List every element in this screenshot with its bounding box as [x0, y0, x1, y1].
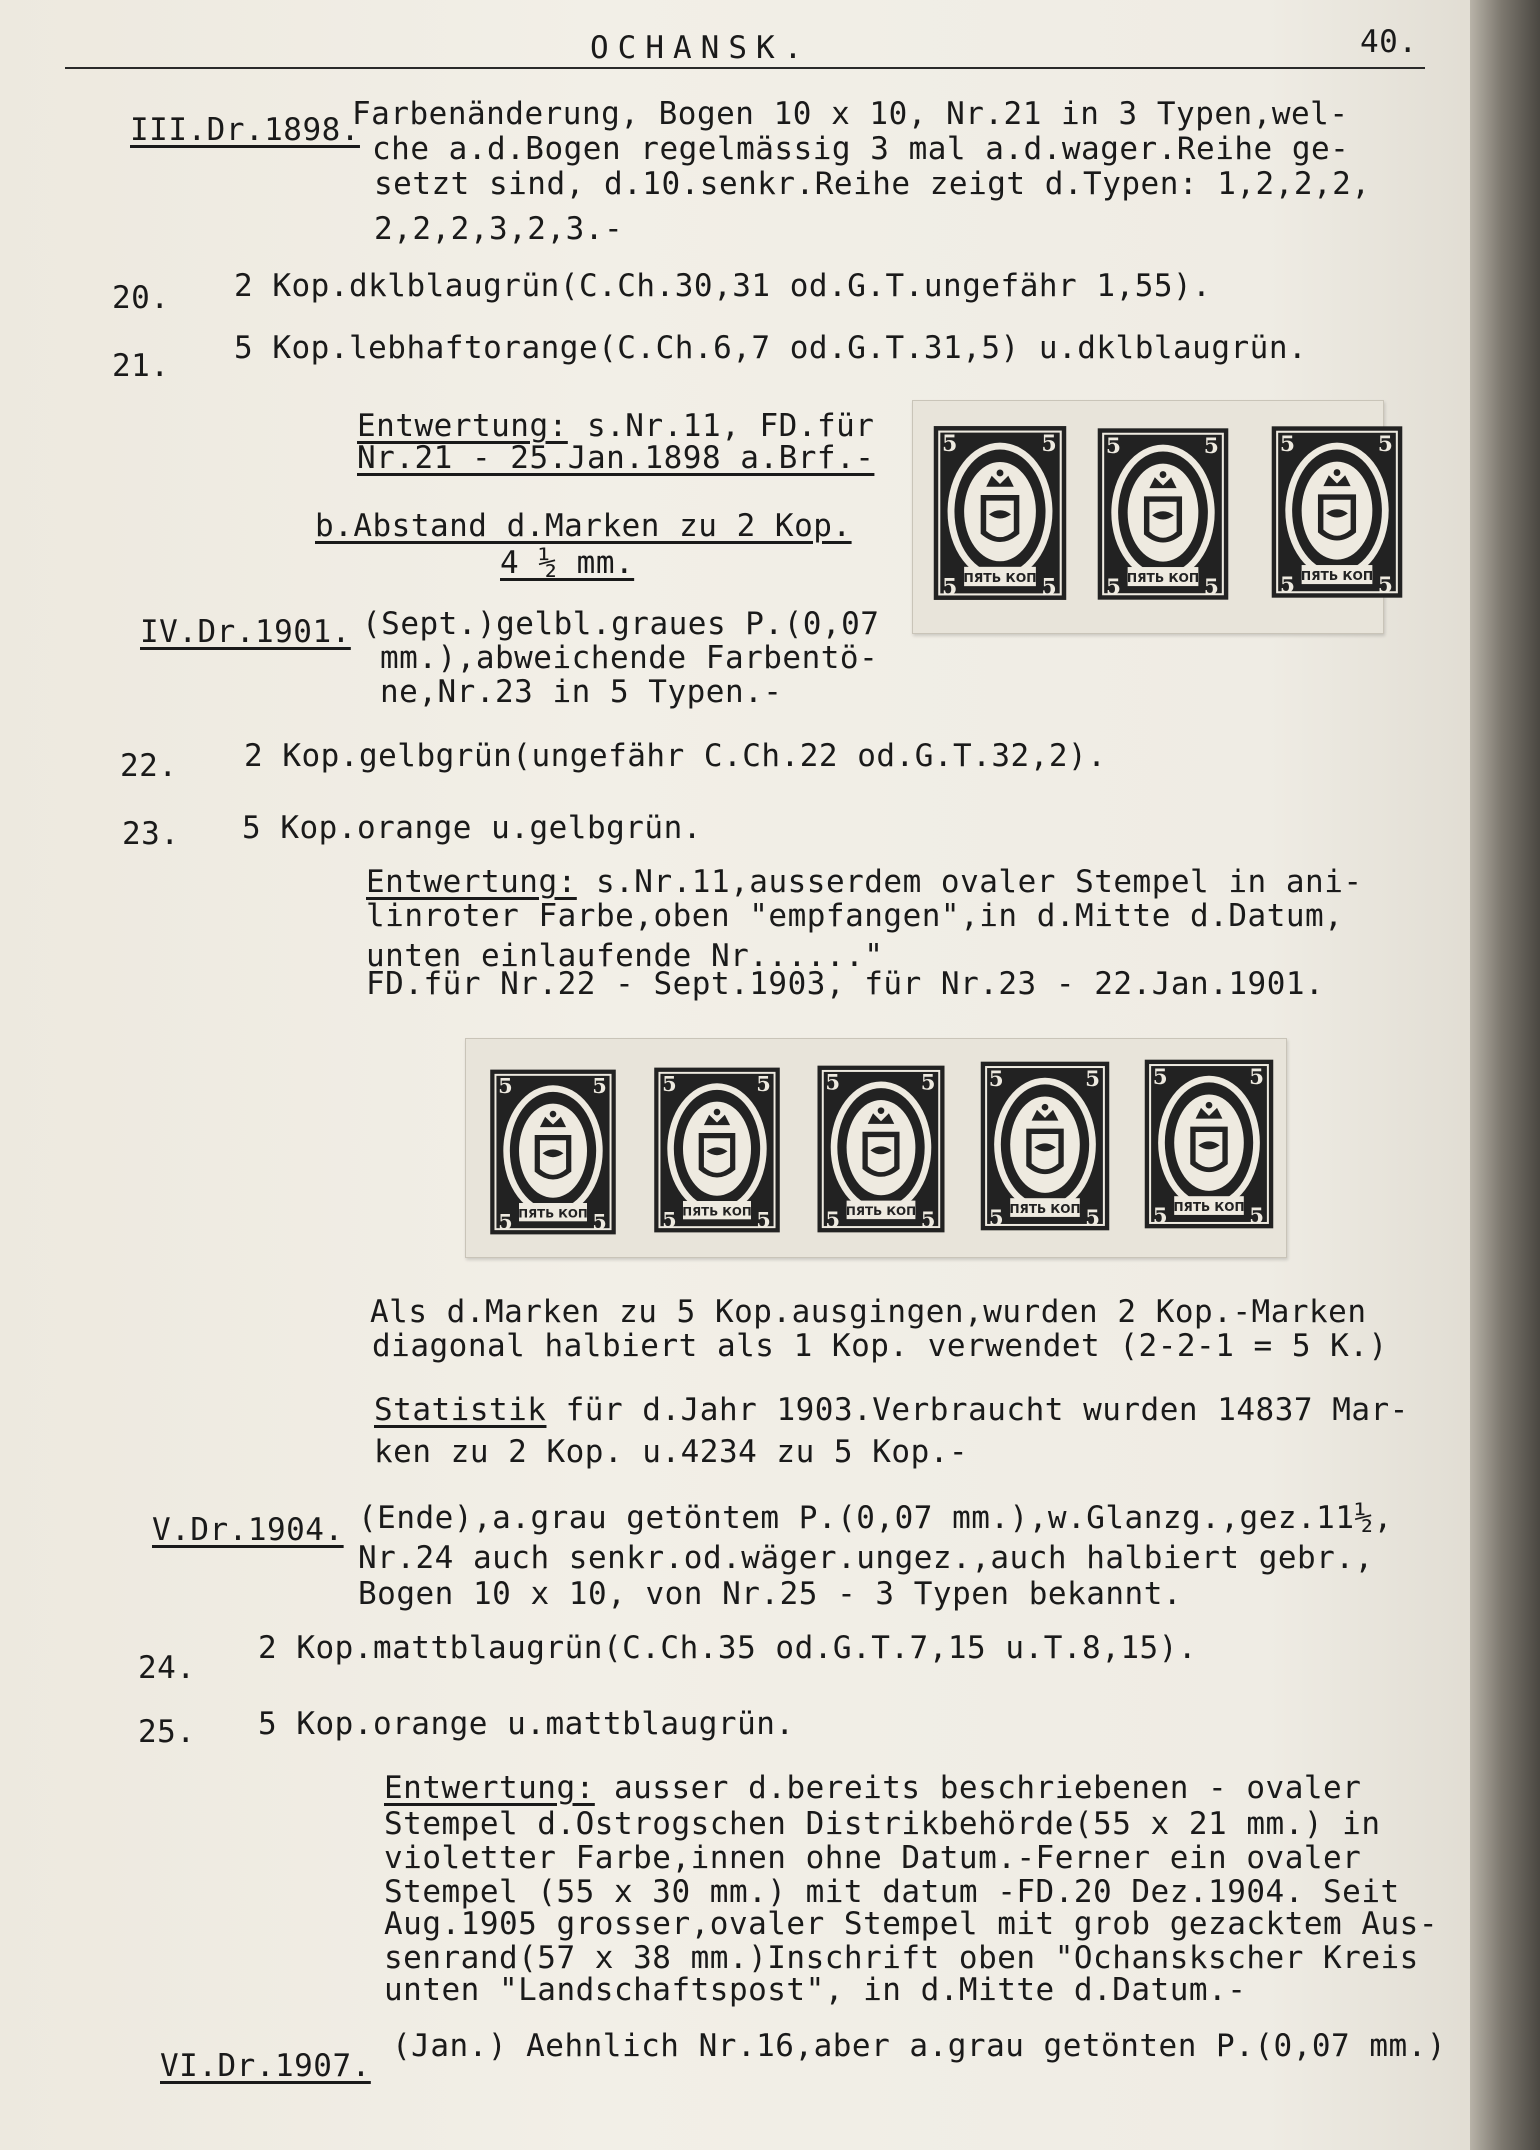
svg-text:5: 5: [942, 430, 958, 457]
svg-text:5: 5: [1249, 1203, 1265, 1229]
item-23-number: 23.: [122, 816, 180, 852]
cancellation-3-line-5: Aug.1905 grosser,ovaler Stempel mit grob gezacktem Aus-: [384, 1906, 1438, 1942]
stamp: [484, 1067, 622, 1237]
item-25-text: 5 Kop.orange u.mattblaugrün.: [258, 1706, 795, 1742]
statistik-text: für d.Jahr 1903.Verbraucht wurden 14837 Mar-: [546, 1392, 1409, 1428]
halved-line-1: Als d.Marken zu 5 Kop.ausgingen,wurden 2 Kop.-Marken: [370, 1294, 1367, 1330]
issue-6-label: VI.Dr.1907.: [160, 2048, 371, 2084]
issue-5-line-1: (Ende),a.grau getöntem P.(0,07 mm.),w.Glanzg.,gez.11½,: [358, 1500, 1393, 1536]
book-spine: [1470, 0, 1540, 2150]
svg-text:5: 5: [988, 1066, 1004, 1092]
stamp: [648, 1065, 786, 1235]
cancellation-2-line-3: unten einlaufende Nr......": [366, 938, 884, 974]
cancellation-3-line-6: senrand(57 x 38 mm.)Inschrift oben "Ochanskscher Kreis: [384, 1940, 1419, 1976]
cancellation-label: Entwertung:: [384, 1770, 595, 1806]
svg-text:ПЯТЬ КОП: ПЯТЬ КОП: [963, 570, 1037, 585]
svg-text:5: 5: [825, 1069, 841, 1095]
cancellation-2-line-1: [366, 864, 1363, 900]
cancellation-1-line-1: [357, 408, 874, 444]
issue-5-label: V.Dr.1904.: [152, 1512, 344, 1548]
cancellation-3-line-7: unten "Landschaftspost", in d.Mitte d.Datum.-: [384, 1972, 1247, 2008]
issue-3-line-3: setzt sind, d.10.senkr.Reihe zeigt d.Typen: 1,2,2,2,: [374, 166, 1371, 202]
svg-text:ПЯТЬ КОП: ПЯТЬ КОП: [682, 1204, 752, 1219]
halved-line-2: diagonal halbiert als 1 Kop. verwendet (2-2-1 = 5 K.): [372, 1328, 1388, 1364]
item-23-text: 5 Kop.orange u.gelbgrün.: [242, 810, 702, 846]
svg-text:5: 5: [1105, 433, 1122, 459]
stamp: [931, 423, 1069, 603]
svg-text:5: 5: [1249, 1064, 1265, 1090]
svg-text:5: 5: [756, 1071, 771, 1097]
svg-text:5: 5: [1152, 1064, 1168, 1090]
page-number: 40.: [1360, 24, 1418, 60]
svg-text:ПЯТЬ КОП: ПЯТЬ КОП: [518, 1206, 588, 1221]
issue-5-line-2: Nr.24 auch senkr.od.wäger.ungez.,auch halbiert gebr.,: [358, 1540, 1374, 1576]
svg-text:5: 5: [1279, 431, 1296, 457]
svg-text:5: 5: [1085, 1066, 1101, 1092]
cancellation-text: ausser d.bereits beschriebenen - ovaler: [594, 1770, 1362, 1806]
svg-text:5: 5: [920, 1207, 936, 1233]
stamp: [1140, 1057, 1278, 1231]
issue-3-line-1: Farbenänderung, Bogen 10 x 10, Nr.21 in 3 Typen,wel-: [352, 96, 1349, 132]
svg-text:ПЯТЬ КОП: ПЯТЬ КОП: [1173, 1199, 1245, 1214]
svg-text:5: 5: [1152, 1203, 1168, 1229]
stamp: [976, 1059, 1114, 1233]
svg-text:ПЯТЬ КОП: ПЯТЬ КОП: [845, 1204, 917, 1219]
cancellation-3-line-2: Stempel d.Ostrogschen Distrikbehörde(55 x 21 mm.) in: [384, 1806, 1381, 1842]
svg-text:5: 5: [1377, 431, 1393, 457]
cancellation-label: Entwertung:: [357, 408, 568, 444]
cancellation-2-line-2: linroter Farbe,oben "empfangen",in d.Mitte d.Datum,: [366, 898, 1344, 934]
cancellation-label: Entwertung:: [366, 864, 577, 900]
item-20-number: 20.: [112, 280, 170, 316]
svg-text:ПЯТЬ КОП: ПЯТЬ КОП: [1126, 571, 1200, 585]
cancellation-3-line-4: Stempel (55 x 30 mm.) mit datum -FD.20 Dez.1904. Seit: [384, 1874, 1400, 1910]
issue-4-line-3: ne,Nr.23 in 5 Typen.-: [380, 674, 783, 710]
svg-text:5: 5: [592, 1209, 607, 1235]
issue-3-line-4: 2,2,2,3,2,3.-: [374, 211, 624, 247]
item-24-number: 24.: [138, 1650, 196, 1686]
svg-text:ПЯТЬ КОП: ПЯТЬ КОП: [1009, 1201, 1081, 1216]
header-rule: [65, 67, 1425, 69]
svg-text:5: 5: [756, 1207, 771, 1233]
issue-4-label: IV.Dr.1901.: [140, 614, 351, 650]
item-24-text: 2 Kop.mattblaugrün(C.Ch.35 od.G.T.7,15 u.T.8,15).: [258, 1630, 1198, 1666]
item-21-text: 5 Kop.lebhaftorange(C.Ch.6,7 od.G.T.31,5) u.dklblaugrün.: [234, 330, 1308, 366]
item-20-text: 2 Kop.dklblaugrün(C.Ch.30,31 od.G.T.ungefähr 1,55).: [234, 268, 1212, 304]
svg-text:5: 5: [1377, 573, 1393, 599]
svg-text:5: 5: [662, 1207, 677, 1233]
issue-4-line-2: mm.),abweichende Farbentö-: [380, 640, 879, 676]
svg-text:5: 5: [498, 1209, 513, 1235]
cancellation-3-line-3: violetter Farbe,innen ohne Datum.-Ferner ein ovaler: [384, 1840, 1362, 1876]
svg-text:ПЯТЬ КОП: ПЯТЬ КОП: [1300, 569, 1374, 583]
cancellation-text: s.Nr.11, FD.für: [567, 408, 875, 444]
svg-text:5: 5: [662, 1071, 677, 1097]
stamp: [1095, 425, 1231, 603]
stamp-strip-1: [912, 400, 1393, 634]
issue-5-line-3: Bogen 10 x 10, von Nr.25 - 3 Typen bekannt.: [358, 1576, 1183, 1612]
svg-text:5: 5: [498, 1073, 513, 1099]
cancellation-text: s.Nr.11,ausserdem ovaler Stempel in ani-: [576, 864, 1363, 900]
issue-3-line-2: che a.d.Bogen regelmässig 3 mal a.d.wager.Reihe ge-: [372, 131, 1350, 167]
svg-text:5: 5: [825, 1207, 841, 1233]
issue-4-line-1: (Sept.)gelbl.graues P.(0,07: [362, 606, 880, 642]
stamp: [1269, 423, 1405, 601]
statistik-line-2: ken zu 2 Kop. u.4234 zu 5 Kop.-: [374, 1434, 969, 1470]
item-21-number: 21.: [112, 348, 170, 384]
spacing-b-line-1: b.Abstand d.Marken zu 2 Kop.: [315, 508, 852, 544]
cancellation-3-line-1: [384, 1770, 1361, 1806]
item-22-number: 22.: [120, 748, 178, 784]
svg-text:5: 5: [1203, 433, 1219, 459]
svg-text:5: 5: [1203, 575, 1219, 601]
svg-text:5: 5: [1279, 573, 1296, 599]
svg-text:5: 5: [942, 574, 958, 601]
item-25-number: 25.: [138, 1714, 196, 1750]
cancellation-1-line-2: Nr.21 - 25.Jan.1898 a.Brf.-: [357, 440, 875, 476]
stamp-strip-2: [465, 1038, 1287, 1258]
item-22-text: 2 Kop.gelbgrün(ungefähr C.Ch.22 od.G.T.32,2).: [244, 738, 1107, 774]
statistik-label: Statistik: [374, 1392, 547, 1428]
issue-6-text: (Jan.) Aehnlich Nr.16,aber a.grau getönten P.(0,07 mm.): [392, 2028, 1446, 2064]
svg-text:5: 5: [1041, 574, 1057, 601]
svg-text:5: 5: [1085, 1205, 1101, 1231]
issue-3-label: III.Dr.1898.: [130, 112, 360, 148]
page-header-title: OCHANSK.: [590, 30, 812, 66]
svg-text:5: 5: [920, 1069, 936, 1095]
svg-text:5: 5: [1105, 575, 1122, 601]
svg-text:5: 5: [988, 1205, 1004, 1231]
svg-text:5: 5: [1041, 430, 1057, 457]
statistik-line-1: [374, 1392, 1409, 1428]
spacing-b-line-2: 4 ½ mm.: [500, 545, 635, 581]
svg-text:5: 5: [592, 1073, 607, 1099]
stamp: [812, 1063, 950, 1235]
cancellation-2-line-4: FD.für Nr.22 - Sept.1903, für Nr.23 - 22.Jan.1901.: [366, 966, 1325, 1002]
